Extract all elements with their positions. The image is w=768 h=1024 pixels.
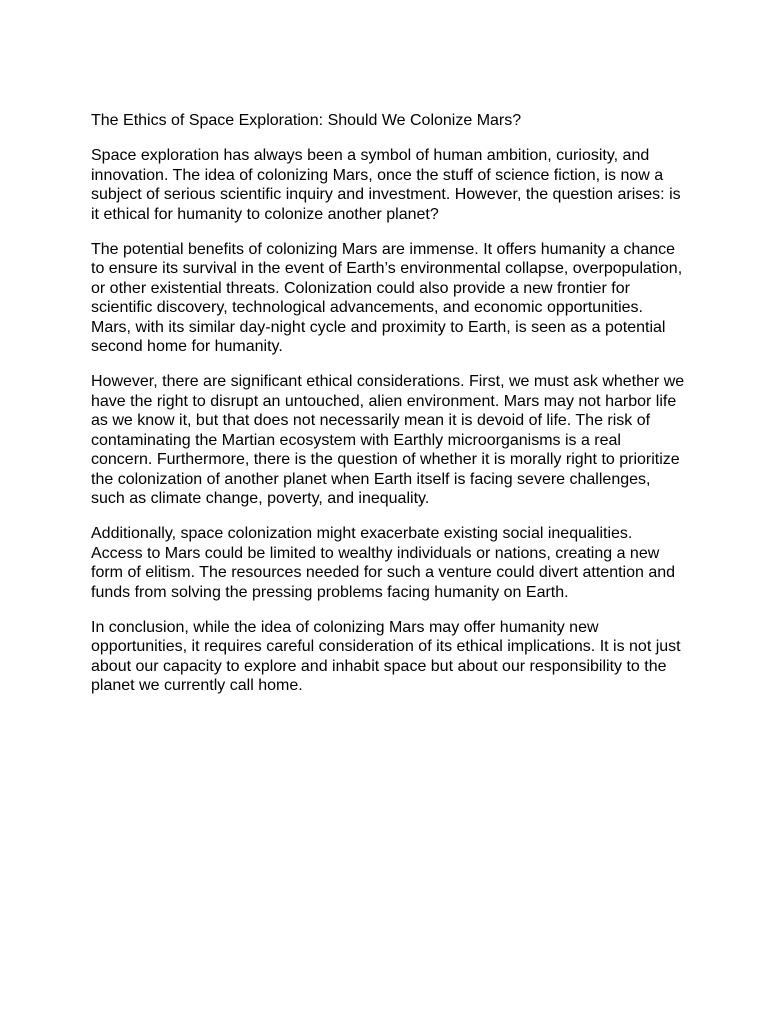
document-body [91, 111, 686, 712]
document-title: The Ethics of Space Exploration: Should We Colonize Mars? [91, 112, 522, 129]
paragraph-conclusion: In conclusion, while the idea of colonizing Mars may offer humanity new opportunities, it requires careful consideration of its ethical implications. It is not just about our capacity to explore and inhabit space but about our responsibility to the planet we currently call home. [91, 618, 681, 695]
paragraph-benefits: The potential benefits of colonizing Mars are immense. It offers humanity a chance to ensure its survival in the event of Earth’s environmental collapse, overpopulation, or other existential threats. Colonization could also provide a new frontier for scientific discovery, technological advancements, and economic opportunities. Mars, with its similar day-night cycle and proximity to Earth, is seen as a potential second home for humanity. [91, 241, 683, 356]
paragraph-ethical-considerations: However, there are significant ethical considerations. First, we must ask whether we have the right to disrupt an untouched, alien environment. Mars may not harbor life as we know it, but that does not necessarily mean it is devoid of life. The risk of contaminating the Martian ecosystem with Earthly microorganisms is a real concern. Furthermore, there is the question of whether it is morally right to prioritize the colonization of another planet when Earth itself is facing severe challenges, such as climate change, poverty, and inequality. [91, 373, 685, 507]
paragraph-social-inequalities: Additionally, space colonization might exacerbate existing social inequalities. Access to Mars could be limited to wealthy individuals or nations, creating a new form of elitism. The resources needed for such a venture could divert attention and funds from solving the pressing problems facing humanity on Earth. [91, 525, 676, 601]
paragraph-introduction: Space exploration has always been a symbol of human ambition, curiosity, and innovation. The idea of colonizing Mars, once the stuff of science fiction, is now a subject of serious scientific inquiry and investment. However, the question arises: is it ethical for humanity to colonize another planet? [91, 147, 681, 223]
